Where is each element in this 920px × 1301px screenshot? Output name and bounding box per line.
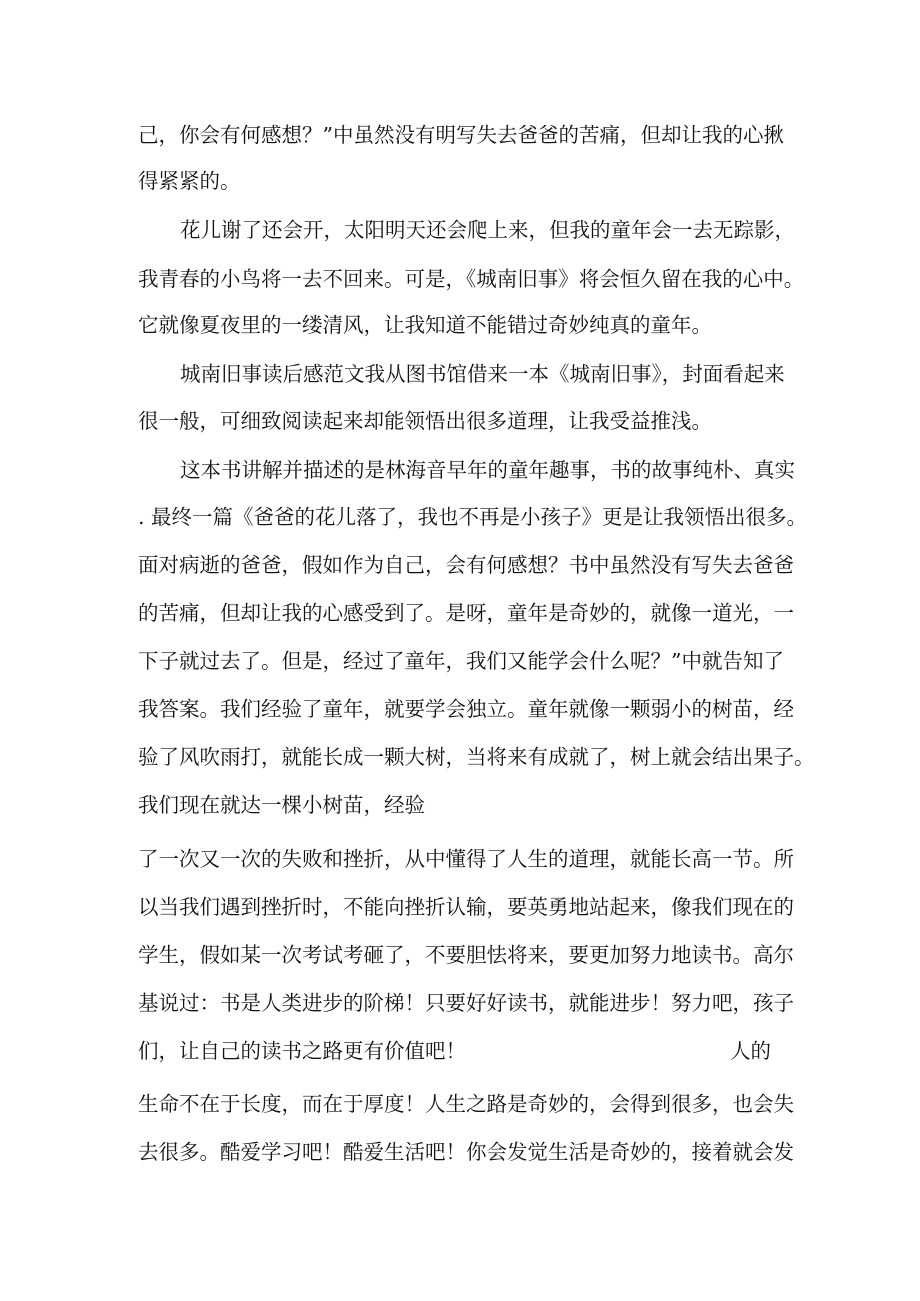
text-line: 下子就过去了。但是，经过了童年，我们又能学会什么呢？”中就告知了 [138, 649, 784, 673]
text-line: 了一次又一次的失败和挫折，从中懂得了人生的道理，就能长高一节。所 [138, 847, 794, 871]
text-line: 我们现在就达一棵小树苗，经验 [138, 793, 425, 817]
text-line: 面对病逝的爸爸，假如作为自己，会有何感想？书中虽然没有写失去爸爸 [138, 553, 794, 577]
paragraph-start: 城南旧事读后感范文我从图书馆借来一本《城南旧事》，封面看起来 [180, 362, 785, 386]
text-line: 的苦痛，但却让我的心感受到了。是呀，童年是奇妙的，就像一道光，一 [138, 601, 794, 625]
text-line: 很一般，可细致阅读起来却能领悟出很多道理，让我受益推浅。 [138, 409, 712, 433]
text-line: 生命不在于长度，而在于厚度！人生之路是奇妙的，会得到很多，也会失 [138, 1092, 794, 1116]
text-line: 们，让自己的读书之路更有价值吧！ [138, 1039, 466, 1063]
line-fragment: 人的 [730, 1039, 771, 1063]
paragraph-start: 花儿谢了还会开，太阳明天还会爬上来，但我的童年会一去无踪影， [180, 218, 795, 242]
paragraph-start: 这本书讲解并描述的是林海音早年的童年趣事，书的故事纯朴、真实 [180, 458, 795, 482]
text-line: 基说过：书是人类进步的阶梯！只要好好读书，就能进步！努力吧，孩子 [138, 991, 794, 1015]
text-line: 学生，假如某一次考试考砸了，不要胆怯将来，要更加努力地读书。高尔 [138, 943, 794, 967]
text-line: 我答案。我们经验了童年，就要学会独立。童年就像一颗弱小的树苗，经 [138, 697, 794, 721]
text-line: 我青春的小鸟将一去不回来。可是，《城南旧事》将会恒久留在我的心中。 [138, 267, 805, 291]
text-line: 它就像夏夜里的一缕清风，让我知道不能错过奇妙纯真的童年。 [138, 313, 712, 337]
text-line: 得紧紧的。 [138, 169, 241, 193]
text-line: 验了风吹雨打，就能长成一颗大树，当将来有成就了，树上就会结出果子。 [138, 745, 815, 769]
text-line: 以当我们遇到挫折时，不能向挫折认输，要英勇地站起来，像我们现在的 [138, 895, 794, 919]
text-line: 己，你会有何感想？”中虽然没有明写失去爸爸的苦痛，但却让我的心揪 [138, 123, 784, 147]
text-line: 去很多。酷爱学习吧！酷爱生活吧！你会发觉生活是奇妙的，接着就会发 [138, 1140, 794, 1164]
text-line: . 最终一篇《爸爸的花儿落了，我也不再是小孩子》更是让我领悟出很多。 [138, 505, 808, 529]
